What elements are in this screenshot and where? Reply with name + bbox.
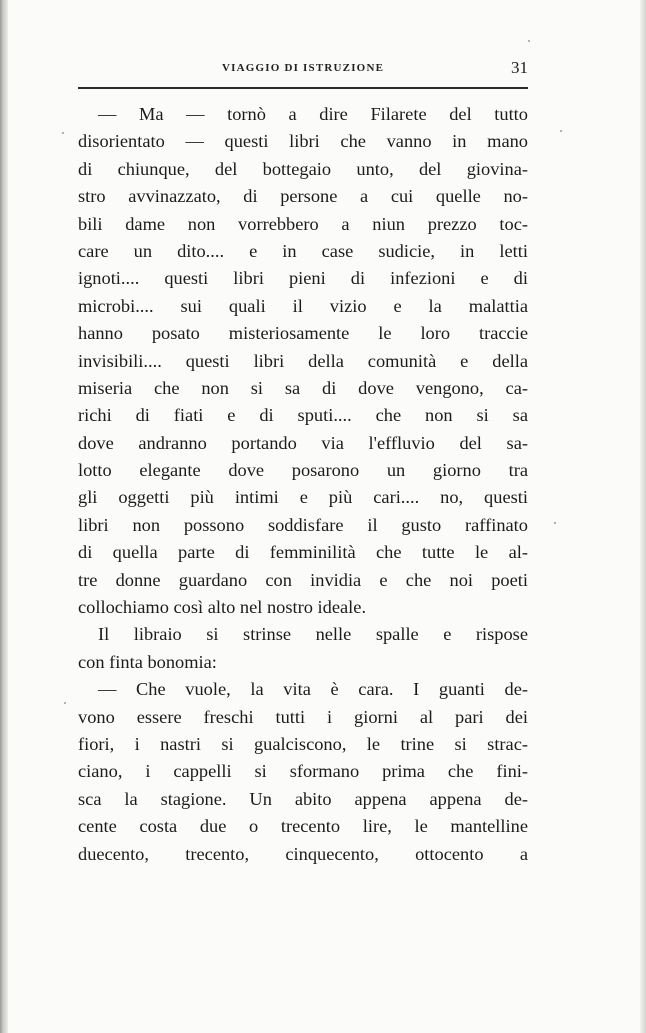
body-text xyxy=(78,101,528,868)
text-line: bili dame non vorrebbero a niun prezzo toc- xyxy=(78,213,528,234)
text-line: dove andranno portando via l'effluvio del sa- xyxy=(78,432,528,453)
text-line: hanno posato misteriosamente le loro traccie xyxy=(78,323,528,344)
text-line: disorientato — questi libri che vanno in mano xyxy=(78,131,528,152)
text-line: di quella parte di femminilità che tutte le al- xyxy=(78,542,528,563)
text-line: tre donne guardano con invidia e che noi poeti xyxy=(78,569,528,590)
text-line: microbi.... sui quali il vizio e la malattia xyxy=(78,295,528,316)
text-line: — Ma — tornò a dire Filarete del tutto xyxy=(98,104,528,124)
text-line: collochiamo così alto nel nostro ideale. xyxy=(78,597,367,618)
text-line: fiori, i nastri si gualciscono, le trine si strac- xyxy=(78,733,528,754)
text-line: invisibili.... questi libri della comunità e della xyxy=(78,350,528,371)
text-line: ciano, i cappelli si sformano prima che fini- xyxy=(78,761,528,782)
paper-speck xyxy=(528,40,530,42)
text-line: sca la stagione. Un abito appena appena de- xyxy=(78,788,528,809)
text-line: con finta bonomia: xyxy=(78,651,217,672)
text-line: miseria che non si sa di dove vengono, ca- xyxy=(78,377,528,398)
text-line: stro avvinazzato, di persone a cui quelle no- xyxy=(78,186,528,207)
text-line: vono essere freschi tutti i giorni al pari dei xyxy=(78,706,528,727)
text-line: — Che vuole, la vita è cara. I guanti de- xyxy=(98,679,528,700)
page-right-edge-shadow xyxy=(640,0,646,1033)
text-line: Il libraio si strinse nelle spalle e rispose xyxy=(98,624,528,645)
text-line: care un dito.... e in case sudicie, in letti xyxy=(78,240,528,261)
paper-speck xyxy=(64,702,66,704)
header-rule xyxy=(78,87,528,89)
text-line: ignoti.... questi libri pieni di infezioni e di xyxy=(78,268,528,289)
paper-speck xyxy=(554,522,556,524)
paper-speck xyxy=(560,130,562,132)
text-line: libri non possono soddisfare il gusto raffinato xyxy=(78,514,528,535)
running-head xyxy=(78,58,528,82)
text-line: richi di fiati e di sputi.... che non si sa xyxy=(78,405,528,426)
paper-speck xyxy=(62,132,64,134)
text-line: di chiunque, del bottegaio unto, del giovina- xyxy=(78,158,528,179)
text-line: gli oggetti più intimi e più cari.... no, questi xyxy=(78,487,528,508)
text-line: lotto elegante dove posarono un giorno tra xyxy=(78,460,528,481)
text-line: duecento, trecento, cinquecento, ottocento a xyxy=(78,843,528,864)
page-number: 31 xyxy=(511,58,528,77)
text-line: cente costa due o trecento lire, le mantelline xyxy=(78,816,528,837)
running-title: VIAGGIO DI ISTRUZIONE xyxy=(222,62,385,74)
page-left-edge-shadow xyxy=(0,0,8,1033)
